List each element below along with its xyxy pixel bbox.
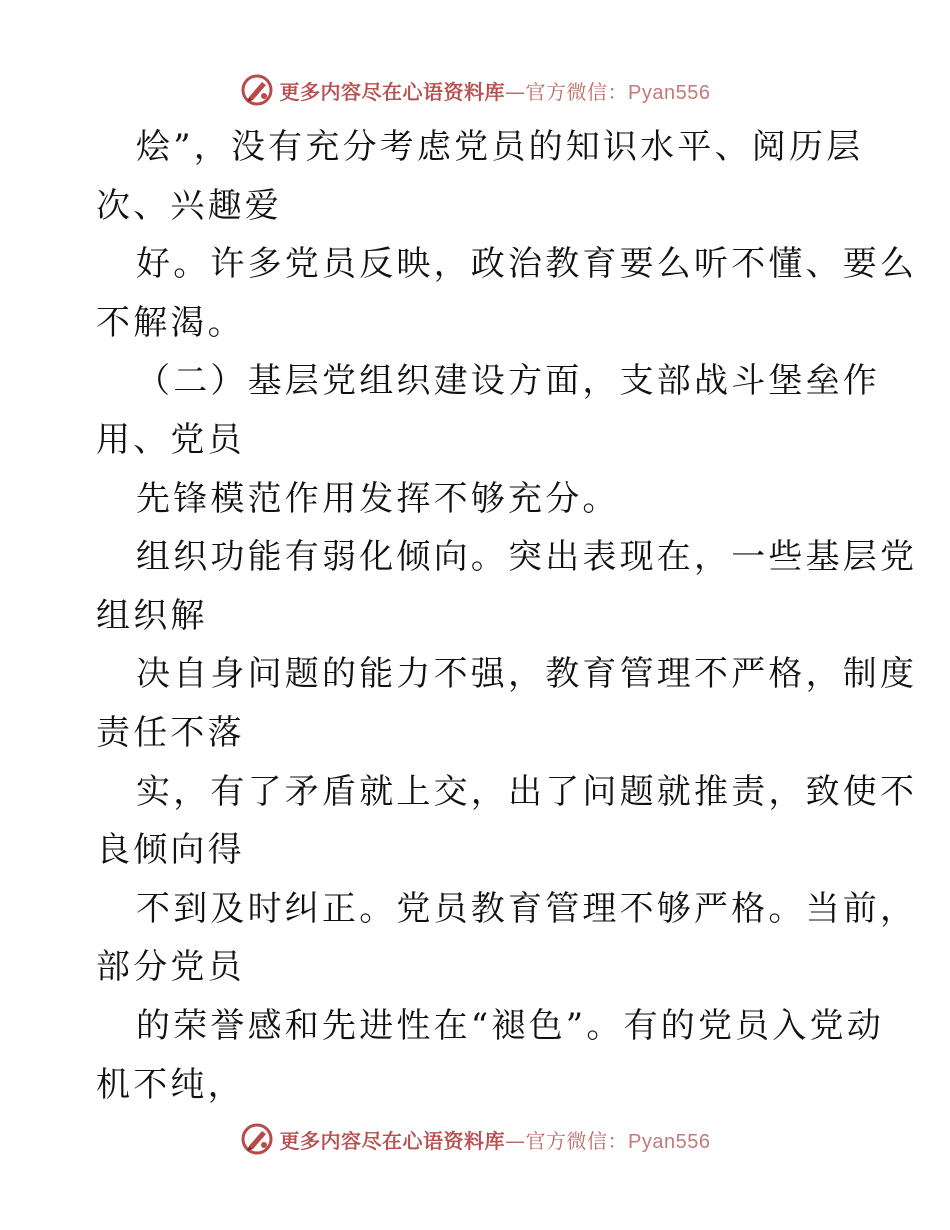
body-line: 组织解 [96,595,208,636]
footer-handle: Pyan556 [628,1130,711,1153]
document-body [96,118,918,1114]
body-line: 责任不落 [96,712,245,753]
footer-wechat-text: 官方微信： [525,1128,629,1153]
body-line: 良倾向得 [96,830,245,871]
footer-separator: — [505,1128,526,1153]
body-line: 好。许多党员反映，政治教育要么听不懂、要么 [136,244,918,285]
body-line: 先锋模范作用发挥不够充分。 [136,478,620,519]
body-line: 不解渴。 [96,302,245,343]
header-banner [0,70,950,110]
header-separator: — [505,79,526,104]
footer-site-text: 更多内容尽在心语资料库 [279,1128,506,1153]
section-heading: （二）基层党组织建设方面，支部战斗堡垒作 [136,361,880,402]
body-line: 的荣誉感和先进性在“褪色”。有的党员入党动 [136,1005,884,1046]
body-line: 组织功能有弱化倾向。突出表现在，一些基层党 [136,537,918,578]
body-line: 实，有了矛盾就上交，出了问题就推责，致使不 [136,771,918,812]
body-line: 部分党员 [96,947,245,988]
header-handle: Pyan556 [628,81,711,104]
header-banner-text [280,76,711,105]
header-site-text: 更多内容尽在心语资料库 [279,79,506,104]
body-line: 机不纯， [96,1064,245,1105]
footer-banner-text [280,1125,711,1154]
body-line: 用、党员 [96,419,245,460]
pen-seal-logo-icon [240,73,274,107]
body-line: 不到及时纠正。党员教育管理不够严格。当前， [136,888,918,929]
body-line: 决自身问题的能力不强，教育管理不严格，制度 [136,654,918,695]
header-wechat-text: 官方微信： [525,79,629,104]
pen-seal-logo-icon [240,1122,274,1156]
body-line: 次、兴趣爱 [96,185,282,226]
footer-banner [0,1119,950,1159]
body-line: 烩”，没有充分考虑党员的知识水平、阅历层 [136,127,864,167]
